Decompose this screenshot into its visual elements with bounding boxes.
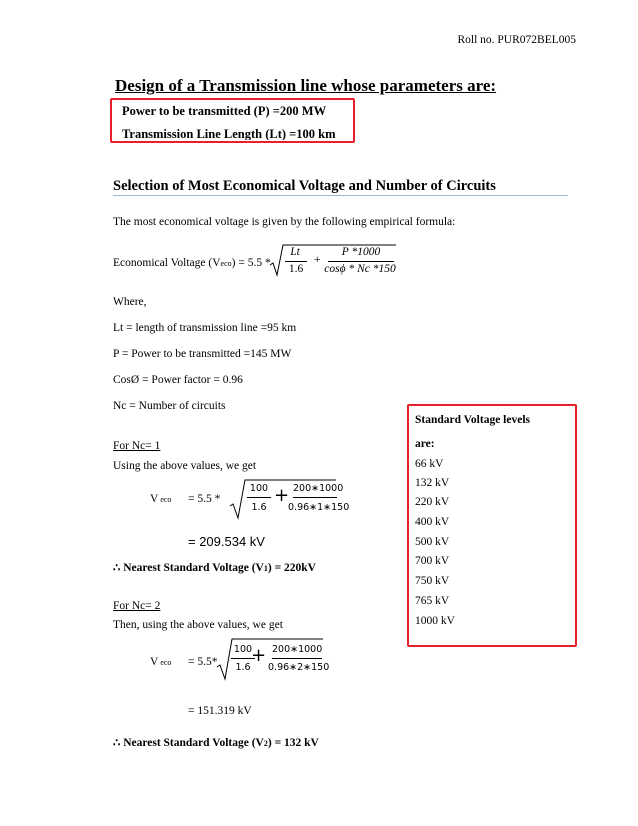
standard-voltage-heading: Standard Voltage levels bbox=[415, 414, 531, 426]
section-heading: Selection of Most Economical Voltage and Number of Circuits bbox=[113, 178, 496, 194]
case1-fracline2 bbox=[293, 497, 337, 498]
definition-power: P = Power to be transmitted =145 MW bbox=[113, 348, 292, 360]
case2-den2: 0.96∗2∗150 bbox=[268, 662, 330, 673]
parameter-power: Power to be transmitted (P) =200 MW bbox=[122, 104, 327, 118]
case1-equals: = 5.5 * bbox=[188, 493, 221, 505]
case2-result: = 151.319 kV bbox=[188, 705, 252, 717]
definition-circuits: Nc = Number of circuits bbox=[113, 400, 226, 412]
where-label: Where, bbox=[113, 296, 147, 308]
case1-result: = 209.534 kV bbox=[188, 534, 265, 549]
standard-voltage-item: 400 kV bbox=[415, 516, 450, 528]
formula-plus: + bbox=[314, 254, 321, 266]
page-title: Design of a Transmission line whose parameters are: bbox=[115, 76, 497, 95]
case1-v-label: V eco bbox=[150, 493, 172, 505]
standard-voltage-item: 66 kV bbox=[415, 458, 444, 470]
standard-voltage-item: 132 kV bbox=[415, 477, 450, 489]
case1-fracline1 bbox=[247, 497, 271, 498]
case2-plus: + bbox=[251, 645, 267, 666]
case2-equals: = 5.5* bbox=[188, 656, 218, 668]
case1-nearest-voltage: ∴ Nearest Standard Voltage (V1) = 220kV bbox=[113, 562, 316, 574]
case1-plus: + bbox=[274, 485, 290, 506]
case1-num1: 100 bbox=[249, 483, 269, 494]
formula-den2: cosϕ * Nc *150 bbox=[324, 263, 396, 275]
section-heading-rule bbox=[113, 195, 568, 196]
case1-heading: For Nc= 1 bbox=[113, 440, 161, 452]
standard-voltage-item: 700 kV bbox=[415, 555, 450, 567]
case1-intro: Using the above values, we get bbox=[113, 460, 257, 472]
case1-num2: 200∗1000 bbox=[293, 483, 344, 494]
roll-number: Roll no. PUR072BEL005 bbox=[457, 34, 576, 46]
case2-num2: 200∗1000 bbox=[272, 644, 323, 655]
formula-fracline2 bbox=[328, 261, 394, 262]
case2-num1: 100 bbox=[233, 644, 253, 655]
standard-voltage-heading-2: are: bbox=[415, 438, 435, 450]
case2-nearest-voltage: ∴ Nearest Standard Voltage (V2) = 132 kV bbox=[113, 737, 319, 749]
formula-num1: Lt bbox=[290, 246, 300, 258]
standard-voltage-item: 220 kV bbox=[415, 496, 450, 508]
formula-lhs: Economical Voltage (Veco) = 5.5 * bbox=[113, 257, 271, 269]
standard-voltage-item: 1000 kV bbox=[415, 615, 455, 627]
intro-text: The most economical voltage is given by the following empirical formula: bbox=[113, 216, 456, 228]
formula-num2: P *1000 bbox=[341, 246, 381, 258]
case2-intro: Then, using the above values, we get bbox=[113, 619, 283, 631]
standard-voltage-item: 765 kV bbox=[415, 595, 450, 607]
formula-den1: 1.6 bbox=[288, 263, 304, 275]
standard-voltage-item: 500 kV bbox=[415, 536, 450, 548]
case2-den1: 1.6 bbox=[235, 662, 251, 673]
case2-v-label: V eco bbox=[150, 656, 172, 668]
case2-fracline2 bbox=[272, 658, 322, 659]
formula-fracline1 bbox=[285, 261, 307, 262]
parameter-length: Transmission Line Length (Lt) =100 km bbox=[122, 127, 336, 140]
definition-power-factor: CosØ = Power factor = 0.96 bbox=[113, 374, 243, 386]
case2-heading: For Nc= 2 bbox=[113, 600, 161, 612]
case1-den2: 0.96∗1∗150 bbox=[288, 502, 350, 513]
case1-den1: 1.6 bbox=[251, 502, 267, 513]
definition-length: Lt = length of transmission line =95 km bbox=[113, 322, 297, 334]
standard-voltage-item: 750 kV bbox=[415, 575, 450, 587]
